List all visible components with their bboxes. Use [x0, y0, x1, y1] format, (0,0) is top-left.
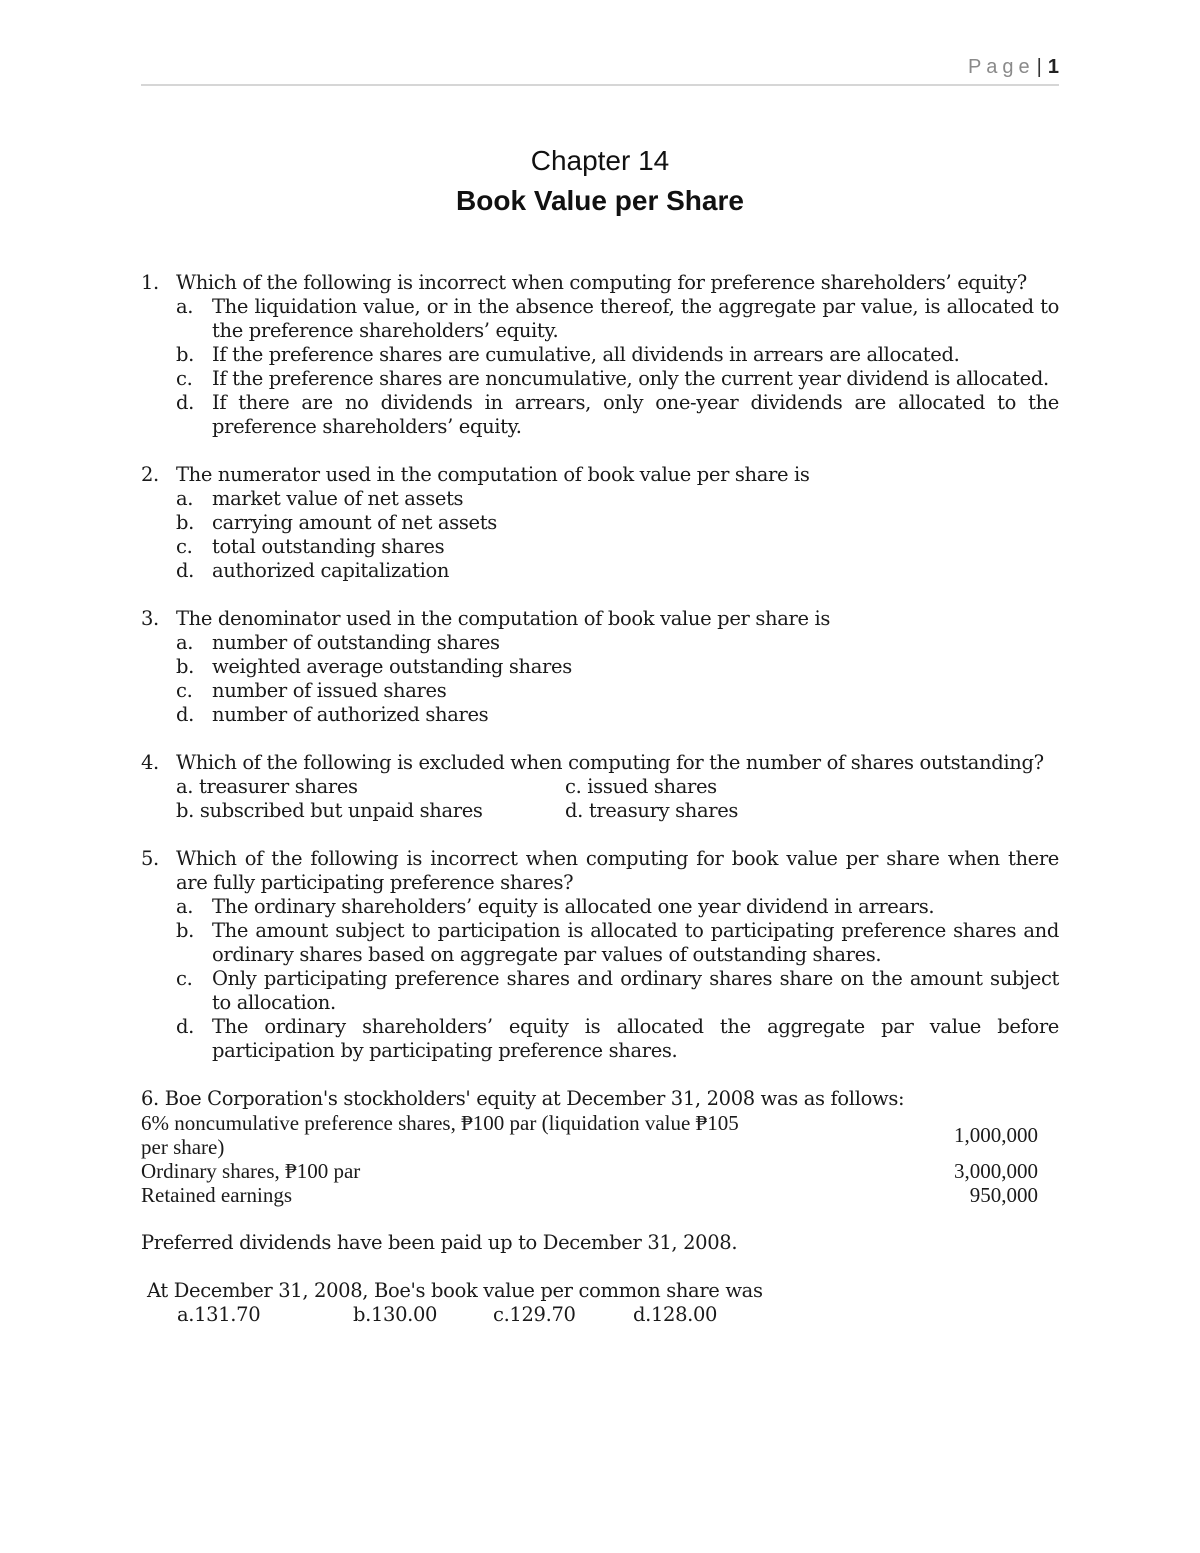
option-text: market value of net assets [212, 487, 464, 510]
page-header [141, 56, 1059, 86]
option [176, 679, 1059, 703]
question-number: 2. [141, 463, 159, 486]
question-text: The denominator used in the computation of book value per share is [176, 607, 831, 630]
option-letter: b. [176, 343, 194, 366]
option-letter: d. [176, 703, 194, 726]
option-letter: b. [176, 919, 194, 942]
option-letter: c. [176, 967, 193, 990]
answer-option: a.131.70 [177, 1303, 261, 1326]
option [176, 535, 1059, 559]
option [176, 799, 565, 823]
equity-row [141, 1183, 1059, 1207]
option-text: number of authorized shares [212, 703, 489, 726]
option-letter: b. [176, 655, 194, 678]
option-text: The ordinary shareholders’ equity is allocated one year dividend in arrears. [212, 895, 935, 918]
option-text: If the preference shares are noncumulative, only the current year dividend is allocated. [212, 367, 1049, 390]
question-text: Which of the following is incorrect when computing for preference shareholders’ equity? [176, 271, 1027, 294]
answer-option: c.129.70 [493, 1303, 576, 1326]
page-label: Page [967, 56, 1035, 78]
option [176, 343, 1059, 367]
option-text: If the preference shares are cumulative, all dividends in arrears are allocated. [212, 343, 960, 366]
option-letter: a. [176, 775, 194, 798]
question-text: Which of the following is excluded when computing for the number of shares outstanding? [176, 751, 1044, 774]
question-1 [141, 271, 1059, 295]
option [176, 919, 1059, 967]
option-letter: a. [176, 895, 194, 918]
option [565, 799, 738, 823]
question-3 [141, 607, 1059, 631]
answer-options [177, 1303, 1059, 1327]
option-letter: a. [176, 631, 194, 654]
option-text: The amount subject to participation is allocated to participating preference shares and ordinary shares based on aggregate par values of outstanding shares. [212, 919, 1059, 966]
option [176, 775, 565, 799]
page-number: 1 [1047, 56, 1059, 78]
question-number: 4. [141, 751, 159, 774]
option-text: issued shares [587, 775, 717, 798]
option [176, 967, 1059, 1015]
option-letter: d. [176, 559, 194, 582]
answer-option: d.128.00 [633, 1303, 718, 1326]
chapter-subtitle: Book Value per Share [456, 185, 744, 216]
option-text: number of outstanding shares [212, 631, 500, 654]
option-letter: b. [176, 511, 194, 534]
chapter-title: Chapter 14 [530, 145, 670, 176]
equity-label: Retained earnings [141, 1183, 293, 1207]
question-4 [141, 751, 1059, 775]
option-letter: d. [176, 1015, 194, 1038]
option-text: Only participating preference shares and ordinary shares share on the amount subject to allocation. [212, 967, 1059, 1014]
option-letter: a. [176, 295, 194, 318]
option-letter: c. [176, 679, 193, 702]
option-row [176, 799, 1059, 823]
option [176, 367, 1059, 391]
equity-row [141, 1111, 1059, 1159]
page-separator: | [1036, 56, 1042, 78]
option-text: authorized capitalization [212, 559, 450, 582]
equity-label: Ordinary shares, ₱100 par [141, 1159, 361, 1183]
option [176, 391, 1059, 439]
option [176, 631, 1059, 655]
question-text: The numerator used in the computation of book value per share is [176, 463, 810, 486]
equity-label [141, 1111, 901, 1159]
option [176, 511, 1059, 535]
option [176, 559, 1059, 583]
question-6-text: At December 31, 2008, Boe's book value per common share was [147, 1279, 763, 1302]
question-number: 5. [141, 847, 159, 870]
option-text: number of issued shares [212, 679, 447, 702]
option-text: treasurer shares [198, 775, 358, 798]
question-6-intro: 6. Boe Corporation's stockholders' equity at December 31, 2008 was as follows: [141, 1087, 905, 1110]
answer-option: b.130.00 [353, 1303, 438, 1326]
option-text: The ordinary shareholders’ equity is allocated the aggregate par value before participation by participating preference shares. [212, 1015, 1059, 1062]
document-body [141, 271, 1059, 1327]
option [176, 487, 1059, 511]
option-row [176, 775, 1059, 799]
equity-amount: 3,000,000 [954, 1159, 1038, 1183]
question-2 [141, 463, 1059, 487]
option [176, 895, 1059, 919]
option [176, 1015, 1059, 1063]
equity-row [141, 1159, 1059, 1183]
option-letter: d. [176, 391, 194, 414]
option-letter: a. [176, 487, 194, 510]
equity-label-line: 6% noncumulative preference shares, ₱100 par (liquidation value ₱105 [141, 1111, 739, 1135]
option-letter: c. [565, 775, 582, 798]
option-letter: c. [176, 535, 193, 558]
equity-amount: 1,000,000 [954, 1123, 1038, 1147]
option-text: treasury shares [588, 799, 739, 822]
option-text: The liquidation value, or in the absence thereof, the aggregate par value, is allocated to the preference shareholders’ equity. [212, 295, 1059, 342]
option-text: total outstanding shares [212, 535, 445, 558]
equity-amount: 950,000 [969, 1183, 1038, 1207]
question-5 [141, 847, 1059, 895]
option-text: subscribed but unpaid shares [199, 799, 483, 822]
question-text: Which of the following is incorrect when computing for book value per share when there are fully participating preference shares? [176, 847, 1059, 894]
option [176, 655, 1059, 679]
equity-label-line: per share) [141, 1135, 225, 1159]
option-text: weighted average outstanding shares [212, 655, 572, 678]
option [176, 295, 1059, 343]
option-letter: c. [176, 367, 193, 390]
question-number: 1. [141, 271, 159, 294]
option [565, 775, 717, 799]
option [176, 703, 1059, 727]
option-letter: b. [176, 799, 194, 822]
question-6-note: Preferred dividends have been paid up to December 31, 2008. [141, 1231, 738, 1254]
option-letter: d. [565, 799, 583, 822]
option-text: If there are no dividends in arrears, only one-year dividends are allocated to the preference shareholders’ equity. [212, 391, 1059, 438]
question-number: 3. [141, 607, 159, 630]
option-text: carrying amount of net assets [212, 511, 497, 534]
